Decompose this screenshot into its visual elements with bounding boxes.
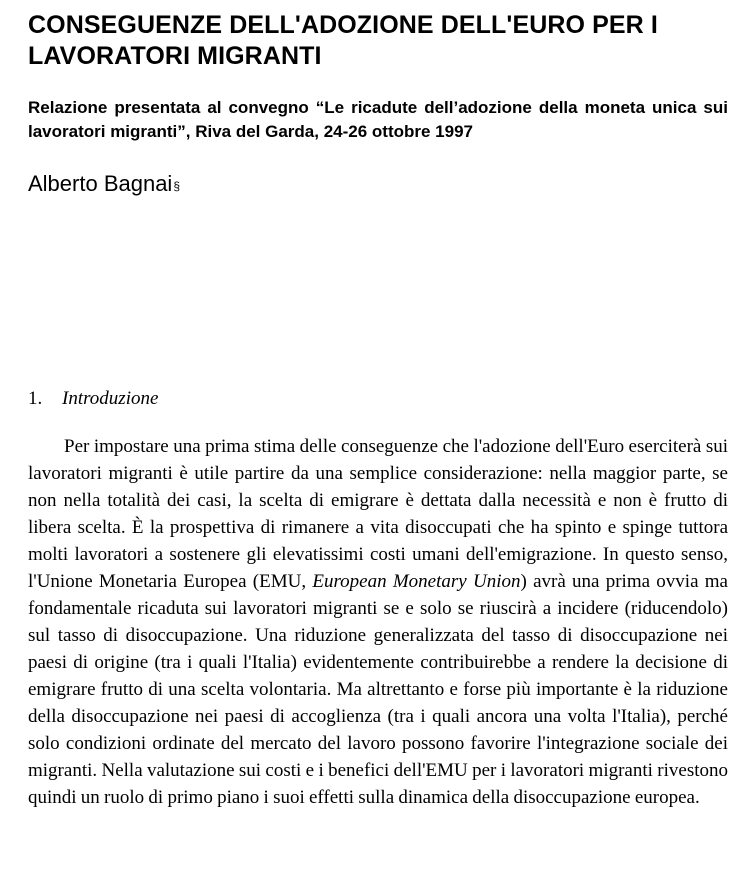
document-title: CONSEGUENZE DELL'ADOZIONE DELL'EURO PER I LAVORATORI MIGRANTI <box>28 11 658 70</box>
paragraph-italic-term: European Monetary Union <box>312 571 521 592</box>
author-name: Alberto Bagnai <box>28 171 173 196</box>
section-number: 1. <box>28 388 43 409</box>
author-footnote-mark: § <box>173 179 181 193</box>
paragraph-text-part1: Per impostare una prima stima delle conseguenze che l'adozione dell'Euro eserciterà sui lavoratori migranti è utile partire da una semplice considerazione: nella maggior parte, se non nella totalità dei casi, la scelta di emigrare è dettata dalla necessità e non è frutto di libera scelta. È la prospettiva di rimanere a vita disoccupati che ha spinto e spinge tuttora molti lavoratori a sostenere gli elevatissimi costi umani dell'emigrazione. In questo senso, l'Unione Monetaria Europea (EMU, <box>28 436 728 592</box>
author-line <box>28 170 180 198</box>
paragraph-text-part2: ) avrà una prima ovvia ma fondamentale ricaduta sui lavoratori migranti se e solo se riuscirà a incidere (riducendolo) sul tasso di disoccupazione. Una riduzione generalizzata del tasso di disoccupazione nei paesi di origine (tra i quali l'Italia) evidentemente contribuirebbe a rendere la decisione di emigrare frutto di una scelta volontaria. Ma altrettanto e forse più importante è la riduzione della disoccupazione nei paesi di accoglienza (tra i quali ancora una volta l'Italia), perché solo condizioni ordinate del mercato del lavoro possono favorire l'integrazione sociale dei migranti. Nella valutazione sui costi e i benefici dell'EMU per i lavoratori migranti rivestono quindi un ruolo di primo piano i suoi effetti sulla dinamica della disoccupazione europea. <box>28 571 728 808</box>
body-paragraph <box>28 433 728 811</box>
document-subtitle: Relazione presentata al convegno “Le ricadute dell’adozione della moneta unica sui lavoratori migranti”, Riva del Garda, 24-26 ottobre 1997 <box>28 98 728 141</box>
section-title: Introduzione <box>62 388 159 409</box>
section-heading <box>28 386 158 412</box>
